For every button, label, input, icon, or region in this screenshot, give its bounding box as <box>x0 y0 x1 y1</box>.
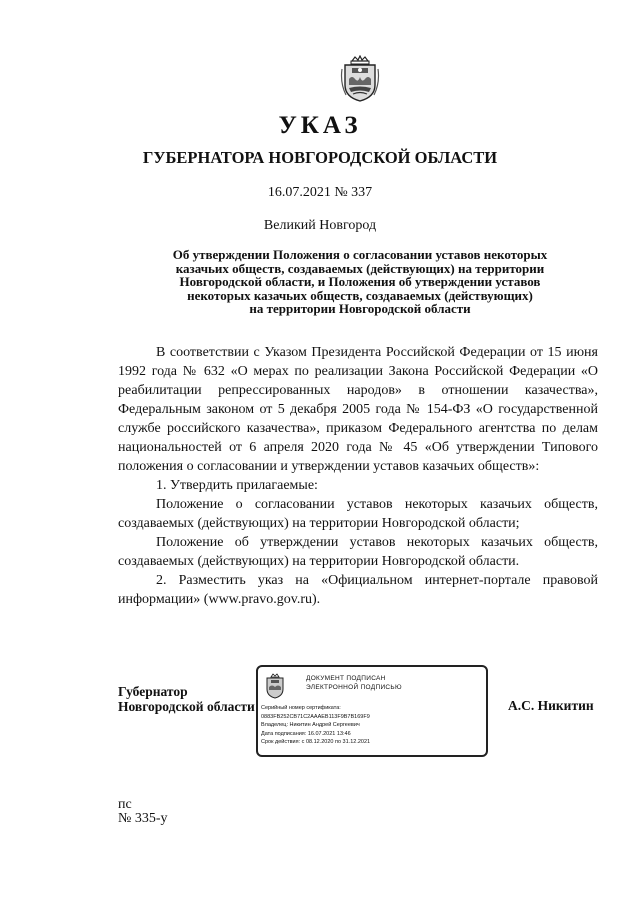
footer-reference <box>118 798 168 826</box>
stamp-heading-line: ЭЛЕКТРОННОЙ ПОДПИСЬЮ <box>306 684 402 691</box>
subject-line: Новгородской области, и Положения об утверждении уставов <box>179 274 541 289</box>
subject-line: казачьих обществ, создаваемых (действующих) на территории <box>175 260 545 276</box>
body-paragraph: Положение об утверждении уставов некоторых казачьих обществ, создаваемых (действующих) на территории Новгородской области. <box>118 535 598 569</box>
position-line: Новгородской области <box>118 698 255 714</box>
stamp-heading-line: ДОКУМЕНТ ПОДПИСАН <box>306 675 386 682</box>
stamp-coat-of-arms-icon <box>264 673 286 699</box>
subject-line: некоторых казачьих обществ, создаваемых (действующих) <box>187 287 533 303</box>
stamp-line: 0883FB252CB71C2AAAEB113F9B7B169F9 <box>261 713 370 720</box>
date-number: 16.07.2021 № 337 <box>267 185 373 200</box>
document-subject <box>130 248 590 316</box>
position-line: Губернатор <box>118 684 188 699</box>
subject-line: на территории Новгородской области <box>249 301 471 316</box>
document-title: УКАЗ <box>278 112 362 139</box>
stamp-line: Владелец: Никитин Андрей Сергеевич <box>261 722 360 728</box>
footer-line: пс <box>118 797 132 812</box>
stamp-line: Срок действия: с 08.12.2020 по 31.12.2021 <box>261 739 371 745</box>
body-paragraph: В соответствии с Указом Президента Российской Федерации от 15 июня 1992 года № 632 «О мерах по реализации Закона Российской Федерации «О реабилитации репрессированных народов» в отношении казачества», Федеральным законом от 5 декабря 2005 года № 154-ФЗ «О государственной службе российского казачества», приказом Федерального агентства по делам национальностей от 6 апреля 2020 года № 45 «Об утверждении Типового положения о согласовании и утверждении уставов казачьих обществ»: <box>118 345 598 474</box>
stamp-line: Дата подписания: 16.07.2021 13:46 <box>261 730 351 737</box>
novgorod-coat-of-arms-icon <box>340 55 380 103</box>
signatory-name: А.С. Никитин <box>508 698 594 713</box>
body-paragraph: 2. Разместить указ на «Официальном интернет-портале правовой информации» (www.pravo.gov.ru). <box>118 573 598 607</box>
stamp-heading <box>306 674 402 692</box>
document-body <box>118 343 598 609</box>
electronic-signature-stamp <box>256 665 488 757</box>
city: Великий Новгород <box>263 218 377 233</box>
footer-line: № 335-у <box>118 811 168 826</box>
body-paragraph: Положение о согласовании уставов некоторых казачьих обществ, создаваемых (действующих) на территории Новгородской области; <box>118 497 598 531</box>
signatory-position <box>118 685 255 714</box>
stamp-details <box>261 704 370 747</box>
subject-line: Об утверждении Положения о согласовании уставов некоторых <box>172 247 548 262</box>
stamp-line: Серийный номер сертификата: <box>261 705 341 711</box>
issuer-heading: ГУБЕРНАТОРА НОВГОРОДСКОЙ ОБЛАСТИ <box>142 148 498 167</box>
body-paragraph: 1. Утвердить прилагаемые: <box>156 478 318 493</box>
